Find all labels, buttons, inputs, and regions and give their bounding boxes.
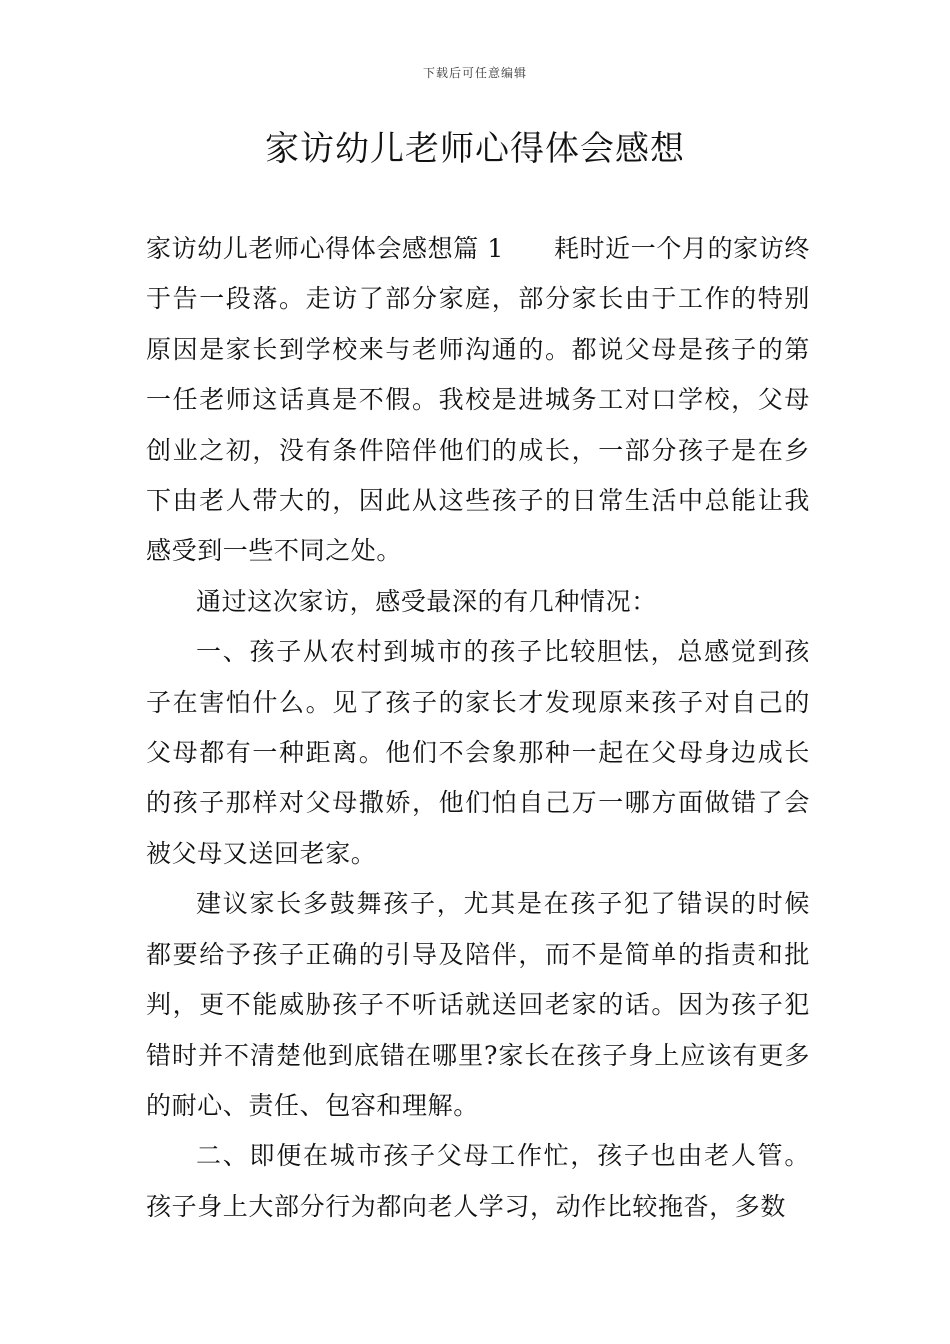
paragraph-1-text: 耗时近一个月的家访终于告一段落。走访了部分家庭，部分家长由于工作的特别原因是家长到学校来与老师沟通的。都说父母是孩子的第一任老师这话真是不假。我校是进城务工对口学校，父母创业之初，没有条件陪伴他们的成长，一部分孩子是在乡下由老人带大的，因此从这些孩子的日常生活中总能让我感受到一些不同之处。 (146, 234, 810, 566)
document-title: 家访幼儿老师心得体会感想 (265, 129, 685, 169)
article-subtitle: 家访幼儿老师心得体会感想篇 1 (146, 234, 504, 263)
paragraph-3: 一、孩子从农村到城市的孩子比较胆怯，总感觉到孩子在害怕什么。见了孩子的家长才发现原来孩子对自己的父母都有一种距离。他们不会象那种一起在父母身边成长的孩子那样对父母撒娇，他们怕自己万一哪方面做错了会被父母又送回老家。 (146, 637, 810, 868)
article-body (146, 224, 810, 1232)
paragraph-5: 二、即便在城市孩子父母工作忙，孩子也由老人管。孩子身上大部分行为都向老人学习，动作比较拖沓，多数 (146, 1141, 810, 1221)
header-note: 下载后可任意编辑 (422, 66, 527, 80)
paragraph-4: 建议家长多鼓舞孩子，尤其是在孩子犯了错误的时候都要给予孩子正确的引导及陪伴，而不是简单的指责和批判，更不能威胁孩子不听话就送回老家的话。因为孩子犯错时并不清楚他到底错在哪里?家长在孩子身上应该有更多的耐心、责任、包容和理解。 (146, 889, 810, 1120)
paragraph-1 (146, 224, 810, 577)
paragraph-2: 通过这次家访，感受最深的有几种情况： (196, 586, 657, 616)
